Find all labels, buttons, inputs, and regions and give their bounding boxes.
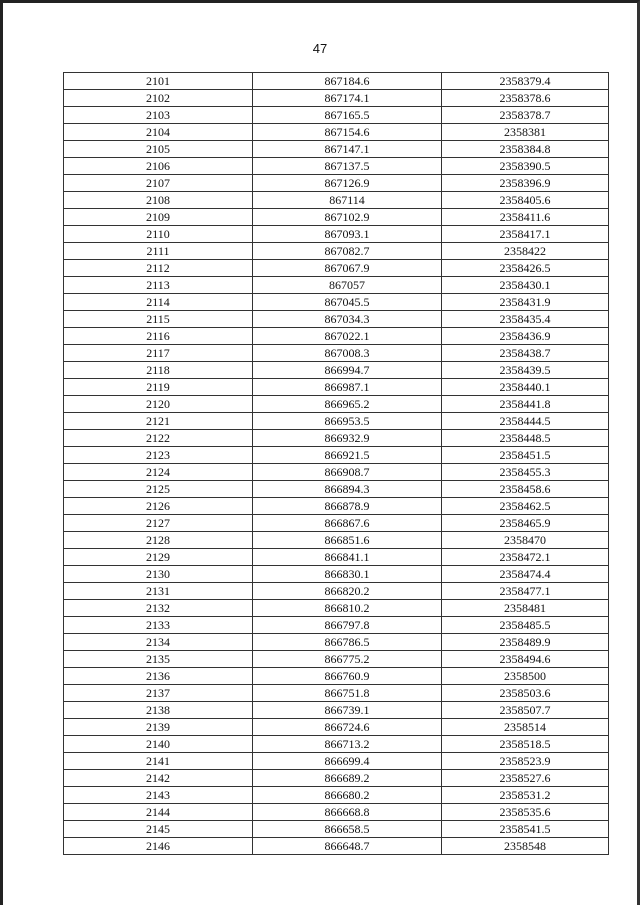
point-number-cell: 2108: [64, 192, 253, 209]
y-coordinate-cell: 2358548: [442, 838, 609, 855]
point-number-cell: 2104: [64, 124, 253, 141]
table-row: [64, 328, 609, 345]
x-coordinate-cell: 867126.9: [253, 175, 442, 192]
table-row: [64, 379, 609, 396]
table-row: [64, 107, 609, 124]
x-coordinate-cell: 867147.1: [253, 141, 442, 158]
point-number-cell: 2119: [64, 379, 253, 396]
x-coordinate-cell: 866760.9: [253, 668, 442, 685]
table-row: [64, 124, 609, 141]
point-number-cell: 2127: [64, 515, 253, 532]
y-coordinate-cell: 2358411.6: [442, 209, 609, 226]
x-coordinate-cell: 866699.4: [253, 753, 442, 770]
point-number-cell: 2118: [64, 362, 253, 379]
y-coordinate-cell: 2358489.9: [442, 634, 609, 651]
table-row: [64, 362, 609, 379]
table-row: [64, 702, 609, 719]
table-row: [64, 90, 609, 107]
y-coordinate-cell: 2358378.7: [442, 107, 609, 124]
point-number-cell: 2111: [64, 243, 253, 260]
table-row: [64, 736, 609, 753]
x-coordinate-cell: 867114: [253, 192, 442, 209]
table-row: [64, 481, 609, 498]
y-coordinate-cell: 2358378.6: [442, 90, 609, 107]
point-number-cell: 2102: [64, 90, 253, 107]
point-number-cell: 2141: [64, 753, 253, 770]
y-coordinate-cell: 2358426.5: [442, 260, 609, 277]
x-coordinate-cell: 866994.7: [253, 362, 442, 379]
y-coordinate-cell: 2358470: [442, 532, 609, 549]
y-coordinate-cell: 2358438.7: [442, 345, 609, 362]
point-number-cell: 2112: [64, 260, 253, 277]
y-coordinate-cell: 2358474.4: [442, 566, 609, 583]
page-number: 47: [312, 41, 328, 56]
point-number-cell: 2130: [64, 566, 253, 583]
table-row: [64, 719, 609, 736]
x-coordinate-cell: 867022.1: [253, 328, 442, 345]
x-coordinate-cell: 866921.5: [253, 447, 442, 464]
point-number-cell: 2120: [64, 396, 253, 413]
table-row: [64, 311, 609, 328]
y-coordinate-cell: 2358481: [442, 600, 609, 617]
table-row: [64, 549, 609, 566]
point-number-cell: 2114: [64, 294, 253, 311]
x-coordinate-cell: 867057: [253, 277, 442, 294]
table-row: [64, 396, 609, 413]
table-row: [64, 600, 609, 617]
table-row: [64, 651, 609, 668]
point-number-cell: 2133: [64, 617, 253, 634]
point-number-cell: 2139: [64, 719, 253, 736]
x-coordinate-cell: 866786.5: [253, 634, 442, 651]
y-coordinate-cell: 2358455.3: [442, 464, 609, 481]
y-coordinate-cell: 2358462.5: [442, 498, 609, 515]
y-coordinate-cell: 2358444.5: [442, 413, 609, 430]
point-number-cell: 2131: [64, 583, 253, 600]
y-coordinate-cell: 2358494.6: [442, 651, 609, 668]
y-coordinate-cell: 2358435.4: [442, 311, 609, 328]
x-coordinate-cell: 866953.5: [253, 413, 442, 430]
point-number-cell: 2145: [64, 821, 253, 838]
point-number-cell: 2103: [64, 107, 253, 124]
y-coordinate-cell: 2358440.1: [442, 379, 609, 396]
table-row: [64, 294, 609, 311]
x-coordinate-cell: 866908.7: [253, 464, 442, 481]
point-number-cell: 2122: [64, 430, 253, 447]
y-coordinate-cell: 2358439.5: [442, 362, 609, 379]
y-coordinate-cell: 2358485.5: [442, 617, 609, 634]
y-coordinate-cell: 2358396.9: [442, 175, 609, 192]
y-coordinate-cell: 2358448.5: [442, 430, 609, 447]
point-number-cell: 2146: [64, 838, 253, 855]
point-number-cell: 2132: [64, 600, 253, 617]
point-number-cell: 2113: [64, 277, 253, 294]
y-coordinate-cell: 2358436.9: [442, 328, 609, 345]
x-coordinate-cell: 866830.1: [253, 566, 442, 583]
table-row: [64, 515, 609, 532]
table-row: [64, 634, 609, 651]
point-number-cell: 2135: [64, 651, 253, 668]
point-number-cell: 2124: [64, 464, 253, 481]
x-coordinate-cell: 866658.5: [253, 821, 442, 838]
table-row: [64, 345, 609, 362]
x-coordinate-cell: 867045.5: [253, 294, 442, 311]
table-row: [64, 685, 609, 702]
y-coordinate-cell: 2358527.6: [442, 770, 609, 787]
table-row: [64, 668, 609, 685]
table-row: [64, 192, 609, 209]
y-coordinate-cell: 2358503.6: [442, 685, 609, 702]
point-number-cell: 2128: [64, 532, 253, 549]
table-row: [64, 464, 609, 481]
x-coordinate-cell: 867008.3: [253, 345, 442, 362]
y-coordinate-cell: 2358518.5: [442, 736, 609, 753]
table-row: [64, 243, 609, 260]
x-coordinate-cell: 866680.2: [253, 787, 442, 804]
table-row: [64, 838, 609, 855]
y-coordinate-cell: 2358465.9: [442, 515, 609, 532]
x-coordinate-cell: 866713.2: [253, 736, 442, 753]
table-row: [64, 226, 609, 243]
y-coordinate-cell: 2358422: [442, 243, 609, 260]
x-coordinate-cell: 866894.3: [253, 481, 442, 498]
point-number-cell: 2123: [64, 447, 253, 464]
y-coordinate-cell: 2358507.7: [442, 702, 609, 719]
x-coordinate-cell: 867137.5: [253, 158, 442, 175]
point-number-cell: 2101: [64, 73, 253, 90]
x-coordinate-cell: 866932.9: [253, 430, 442, 447]
x-coordinate-cell: 866820.2: [253, 583, 442, 600]
x-coordinate-cell: 867102.9: [253, 209, 442, 226]
x-coordinate-cell: 867174.1: [253, 90, 442, 107]
point-number-cell: 2115: [64, 311, 253, 328]
table-row: [64, 532, 609, 549]
table-row: [64, 447, 609, 464]
x-coordinate-cell: 867184.6: [253, 73, 442, 90]
x-coordinate-cell: 866668.8: [253, 804, 442, 821]
x-coordinate-cell: 866867.6: [253, 515, 442, 532]
y-coordinate-cell: 2358523.9: [442, 753, 609, 770]
y-coordinate-cell: 2358384.8: [442, 141, 609, 158]
point-number-cell: 2126: [64, 498, 253, 515]
coordinates-table: [63, 72, 609, 855]
point-number-cell: 2105: [64, 141, 253, 158]
table-row: [64, 277, 609, 294]
y-coordinate-cell: 2358441.8: [442, 396, 609, 413]
y-coordinate-cell: 2358541.5: [442, 821, 609, 838]
point-number-cell: 2136: [64, 668, 253, 685]
table-row: [64, 175, 609, 192]
table-row: [64, 821, 609, 838]
table-row: [64, 158, 609, 175]
coordinates-table-body: [64, 73, 609, 855]
y-coordinate-cell: 2358431.9: [442, 294, 609, 311]
table-row: [64, 209, 609, 226]
x-coordinate-cell: 866648.7: [253, 838, 442, 855]
table-row: [64, 566, 609, 583]
x-coordinate-cell: 867034.3: [253, 311, 442, 328]
table-row: [64, 413, 609, 430]
table-row: [64, 260, 609, 277]
point-number-cell: 2137: [64, 685, 253, 702]
x-coordinate-cell: 866965.2: [253, 396, 442, 413]
point-number-cell: 2110: [64, 226, 253, 243]
y-coordinate-cell: 2358430.1: [442, 277, 609, 294]
x-coordinate-cell: 866689.2: [253, 770, 442, 787]
point-number-cell: 2116: [64, 328, 253, 345]
x-coordinate-cell: 867082.7: [253, 243, 442, 260]
table-row: [64, 583, 609, 600]
x-coordinate-cell: 866775.2: [253, 651, 442, 668]
x-coordinate-cell: 866878.9: [253, 498, 442, 515]
y-coordinate-cell: 2358417.1: [442, 226, 609, 243]
x-coordinate-cell: 866841.1: [253, 549, 442, 566]
x-coordinate-cell: 867067.9: [253, 260, 442, 277]
point-number-cell: 2129: [64, 549, 253, 566]
y-coordinate-cell: 2358500: [442, 668, 609, 685]
y-coordinate-cell: 2358381: [442, 124, 609, 141]
table-row: [64, 73, 609, 90]
y-coordinate-cell: 2358472.1: [442, 549, 609, 566]
y-coordinate-cell: 2358405.6: [442, 192, 609, 209]
x-coordinate-cell: 867154.6: [253, 124, 442, 141]
table-row: [64, 753, 609, 770]
point-number-cell: 2140: [64, 736, 253, 753]
y-coordinate-cell: 2358390.5: [442, 158, 609, 175]
x-coordinate-cell: 866987.1: [253, 379, 442, 396]
table-row: [64, 430, 609, 447]
x-coordinate-cell: 866724.6: [253, 719, 442, 736]
point-number-cell: 2134: [64, 634, 253, 651]
table-row: [64, 770, 609, 787]
table-row: [64, 498, 609, 515]
y-coordinate-cell: 2358451.5: [442, 447, 609, 464]
y-coordinate-cell: 2358477.1: [442, 583, 609, 600]
point-number-cell: 2106: [64, 158, 253, 175]
point-number-cell: 2109: [64, 209, 253, 226]
table-row: [64, 804, 609, 821]
table-row: [64, 141, 609, 158]
x-coordinate-cell: 867093.1: [253, 226, 442, 243]
y-coordinate-cell: 2358531.2: [442, 787, 609, 804]
x-coordinate-cell: 867165.5: [253, 107, 442, 124]
x-coordinate-cell: 866739.1: [253, 702, 442, 719]
point-number-cell: 2144: [64, 804, 253, 821]
point-number-cell: 2107: [64, 175, 253, 192]
y-coordinate-cell: 2358458.6: [442, 481, 609, 498]
y-coordinate-cell: 2358535.6: [442, 804, 609, 821]
point-number-cell: 2143: [64, 787, 253, 804]
point-number-cell: 2117: [64, 345, 253, 362]
point-number-cell: 2142: [64, 770, 253, 787]
y-coordinate-cell: 2358379.4: [442, 73, 609, 90]
x-coordinate-cell: 866797.8: [253, 617, 442, 634]
x-coordinate-cell: 866851.6: [253, 532, 442, 549]
y-coordinate-cell: 2358514: [442, 719, 609, 736]
point-number-cell: 2121: [64, 413, 253, 430]
x-coordinate-cell: 866810.2: [253, 600, 442, 617]
table-row: [64, 617, 609, 634]
point-number-cell: 2125: [64, 481, 253, 498]
table-row: [64, 787, 609, 804]
x-coordinate-cell: 866751.8: [253, 685, 442, 702]
point-number-cell: 2138: [64, 702, 253, 719]
